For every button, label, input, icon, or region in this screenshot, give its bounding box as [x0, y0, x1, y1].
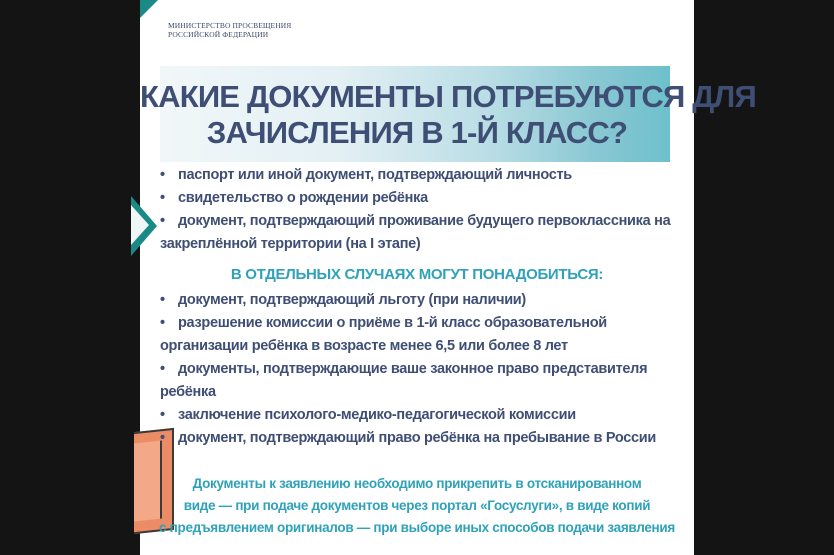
list-item — [160, 312, 680, 335]
list-item-text: паспорт или иной документ, подтверждающий личность — [178, 167, 572, 183]
list-item-continuation: ребёнка — [160, 384, 216, 400]
section-subheading: В ОТДЕЛЬНЫХ СЛУЧАЯХ МОГУТ ПОНАДОБИТЬСЯ: — [230, 266, 604, 283]
list-item — [160, 427, 680, 450]
bullet: • — [160, 213, 165, 229]
bullet: • — [160, 407, 165, 423]
list-item-text: свидетельство о рождении ребёнка — [178, 190, 428, 206]
bullet: • — [160, 361, 165, 377]
list-item-text: документ, подтверждающий проживание будущего первоклассника на — [178, 213, 671, 229]
list-item — [160, 289, 680, 312]
bullet: • — [160, 190, 165, 206]
list-item-continuation: закреплённой территории (на I этапе) — [160, 236, 421, 252]
footer-note — [140, 473, 694, 539]
bullet: • — [160, 315, 165, 331]
footer-line-3: с предъявлением оригиналов — при выборе иных способов подачи заявления — [158, 520, 675, 535]
infographic-page — [140, 0, 756, 555]
bullet: • — [160, 292, 165, 308]
list-item-text: документ, подтверждающий право ребёнка на пребывание в России — [178, 430, 656, 446]
list-item — [160, 210, 680, 233]
list-item-text: разрешение комиссии о приёме в 1-й класс образовательной — [178, 315, 607, 331]
list-item — [160, 358, 680, 381]
list-item — [160, 187, 680, 210]
book-decoration-teal-inner — [131, 205, 149, 245]
ministry-line-2: РОССИЙСКОЙ ФЕДЕРАЦИИ — [168, 30, 269, 39]
list-item-text: документы, подтверждающие ваше законное право представителя — [178, 361, 648, 377]
title-line-1: КАКИЕ ДОКУМЕНТЫ ПОТРЕБУЮТСЯ ДЛЯ — [140, 79, 756, 114]
list-item-text: документ, подтверждающий льготу (при наличии) — [178, 292, 526, 308]
title-line-2: ЗАЧИСЛЕНИЯ В 1-Й КЛАСС? — [206, 115, 628, 150]
main-documents-list — [160, 164, 680, 256]
footer-line-2: виде — при подаче документов через портал «Госуслуги», в виде копий — [183, 498, 651, 513]
bullet: • — [160, 430, 165, 446]
ministry-logo-text — [168, 21, 291, 39]
extra-documents-list — [160, 289, 680, 450]
list-item-text: заключение психолого-медико-педагогической комиссии — [178, 407, 576, 423]
bullet: • — [160, 167, 165, 183]
list-item-continuation: организации ребёнка в возрасте менее 6,5 или более 8 лет — [160, 338, 568, 354]
ministry-line-1: МИНИСТЕРСТВО ПРОСВЕЩЕНИЯ — [168, 21, 292, 30]
corner-decoration — [140, 0, 158, 18]
page-title — [140, 79, 756, 151]
footer-line-1: Документы к заявлению необходимо прикрепить в отсканированном — [192, 476, 642, 491]
list-item — [160, 404, 680, 427]
list-item — [160, 164, 680, 187]
